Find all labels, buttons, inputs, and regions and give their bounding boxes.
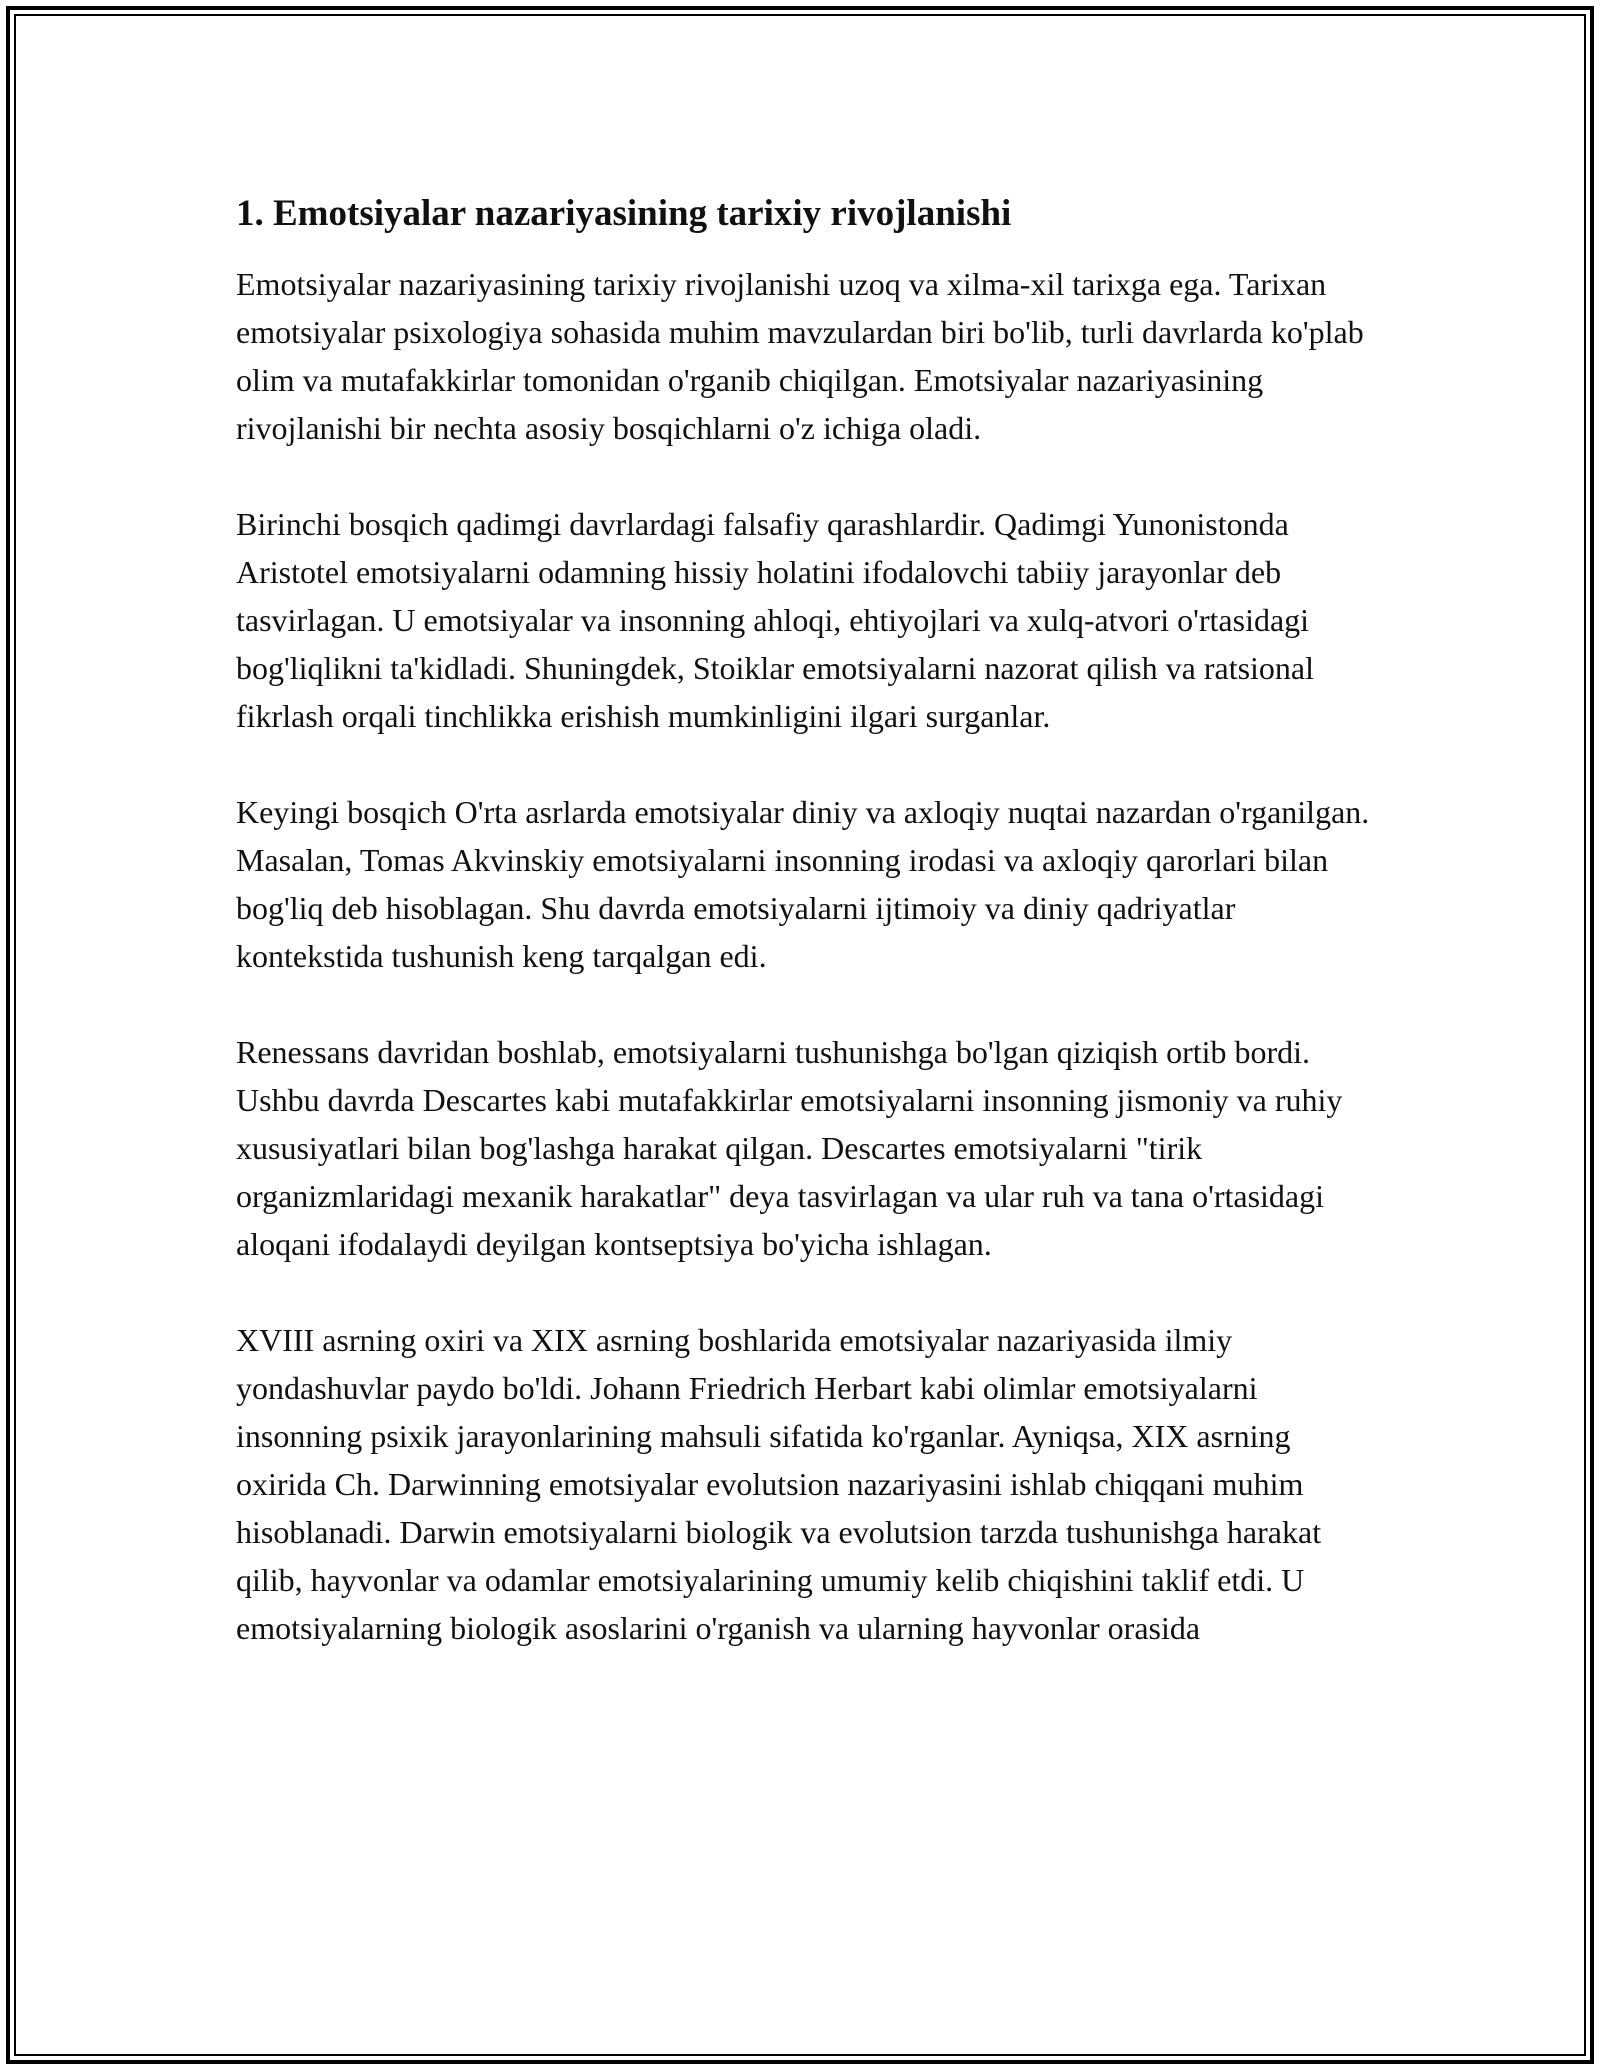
paragraph-3: Keyingi bosqich O'rta asrlarda emotsiyalar diniy va axloqiy nuqtai nazardan o'rganilgan. Masalan, Tomas Akvinskiy emotsiyalarni insonning irodasi va axloqiy qarorlari bilan bog'liq deb hisoblagan. Shu davrda emotsiyalarni ijtimoiy va diniy qadriyatlar kontekstida tushunish keng tarqalgan edi.: [236, 794, 1370, 974]
paragraph-2: Birinchi bosqich qadimgi davrlardagi falsafiy qarashlardir. Qadimgi Yunonistonda Aristotel emotsiyalarni odamning hissiy holatini ifodalovchi tabiiy jarayonlar deb tasvirlagan. U emotsiyalar va insonning ahloqi, ehtiyojlari va xulq-atvori o'rtasidagi bog'liqlikni ta'kidladi. Shuningdek, Stoiklar emotsiyalarni nazorat qilish va ratsional fikrlash orqali tinchlikka erishish mumkinligini ilgari surganlar.: [236, 506, 1315, 734]
paragraph-1: Emotsiyalar nazariyasining tarixiy rivojlanishi uzoq va xilma-xil tarixga ega. Tarixan emotsiyalar psixologiya sohasida muhim mavzulardan biri bo'lib, turli davrlarda ko'plab olim va mutafakkirlar tomonidan o'rganib chiqilgan. Emotsiyalar nazariyasining rivojlanishi bir nechta asosiy bosqichlarni o'z ichiga oladi.: [236, 266, 1364, 446]
section-heading: 1. Emotsiyalar nazariyasining tarixiy rivojlanishi: [236, 193, 1012, 234]
document-body: [236, 188, 1386, 1700]
paragraph-4: Renessans davridan boshlab, emotsiyalarni tushunishga bo'lgan qiziqish ortib bordi. Ushbu davrda Descartes kabi mutafakkirlar emotsiyalarni insonning jismoniy va ruhiy xususiyatlari bilan bog'lashga harakat qilgan. Descartes emotsiyalarni "tirik organizmlaridagi mexanik harakatlar" deya tasvirlagan va ular ruh va tana o'rtasidagi aloqani ifodalaydi deyilgan kontseptsiya bo'yicha ishlagan.: [236, 1034, 1343, 1262]
paragraph-5: XVIII asrning oxiri va XIX asrning boshlarida emotsiyalar nazariyasida ilmiy yondashuvlar paydo bo'ldi. Johann Friedrich Herbart kabi olimlar emotsiyalarni insonning psixik jarayonlarining mahsuli sifatida ko'rganlar. Ayniqsa, XIX asrning oxirida Ch. Darwinning emotsiyalar evolutsion nazariyasini ishlab chiqqani muhim hisoblanadi. Darwin emotsiyalarni biologik va evolutsion tarzda tushunishga harakat qilib, hayvonlar va odamlar emotsiyalarining umumiy kelib chiqishini taklif etdi. U emotsiyalarning biologik asoslarini o'rganish va ularning hayvonlar orasida: [236, 1322, 1322, 1646]
